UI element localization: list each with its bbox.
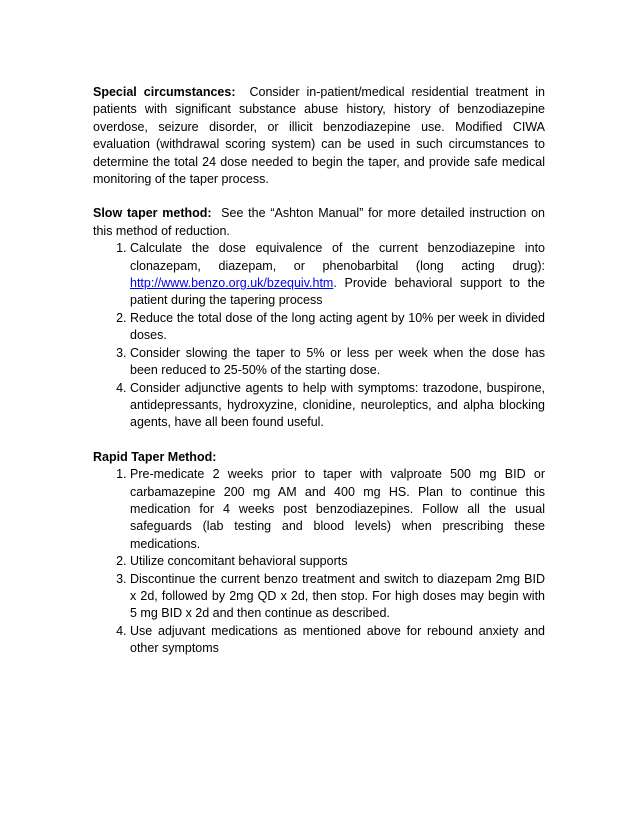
rapid-taper-list [93, 466, 545, 657]
slow-taper-section [93, 205, 545, 431]
special-circumstances-paragraph [93, 84, 545, 188]
list-item [130, 240, 545, 310]
benzo-equivalence-link[interactable]: http://www.benzo.org.uk/bzequiv.htm [130, 276, 334, 291]
slow-taper-intro: See the “Ashton Manual” for more detailed instruction on this method of reduction. [93, 206, 545, 238]
list-item: 3. Consider slowing the taper to 5% or less per week when the dose has been reduced to 25-50% of the starting dose. [130, 345, 545, 380]
special-circumstances-section [93, 84, 545, 188]
slow-item-1-after: . Provide behavioral support to the patient during the tapering process [130, 276, 545, 308]
slow-item-1-before: Calculate the dose equivalence of the current benzodiazepine into clonazepam, diazepam, or phenobarbital (long acting drug): [130, 241, 545, 273]
list-item: 2. Utilize concomitant behavioral supports [130, 553, 545, 570]
document-body [93, 84, 545, 675]
list-item: 4. Use adjuvant medications as mentioned above for rebound anxiety and other symptoms [130, 623, 545, 658]
list-item: 2. Reduce the total dose of the long acting agent by 10% per week in divided doses. [130, 310, 545, 345]
special-circumstances-heading: Special circumstances: [93, 85, 236, 99]
list-item: 1. Pre-medicate 2 weeks prior to taper with valproate 500 mg BID or carbamazepine 200 mg AM and 400 mg HS. Plan to continue this medication for 4 weeks post benzodiazepines. Follow all the usual safeguards (lab testing and blood levels) when prescribing these medications. [130, 466, 545, 553]
slow-taper-list [93, 240, 545, 431]
rapid-taper-section [93, 449, 545, 658]
slow-taper-intro-paragraph [93, 205, 545, 240]
list-item: 3. Discontinue the current benzo treatment and switch to diazepam 2mg BID x 2d, followed by 2mg QD x 2d, then stop. For high doses may begin with 5 mg BID x 2d and then continue as described. [130, 571, 545, 623]
list-item: 4. Consider adjunctive agents to help with symptoms: trazodone, buspirone, antidepressants, hydroxyzine, clonidine, neuroleptics, and alpha blocking agents, have all been found useful. [130, 380, 545, 432]
slow-taper-heading: Slow taper method: [93, 206, 212, 221]
rapid-taper-heading: Rapid Taper Method: [93, 449, 217, 464]
special-circumstances-text: Consider in-patient/medical residential treatment in patients with significant substance abuse history, history of benzodiazepine overdose, seizure disorder, or illicit benzodiazepine use. Modified CIWA evaluation (withdrawal scoring system) can be used in such circumstances to determine the total 24 dose needed to begin the taper, and provide safe medical monitoring of the taper process. [93, 85, 545, 187]
